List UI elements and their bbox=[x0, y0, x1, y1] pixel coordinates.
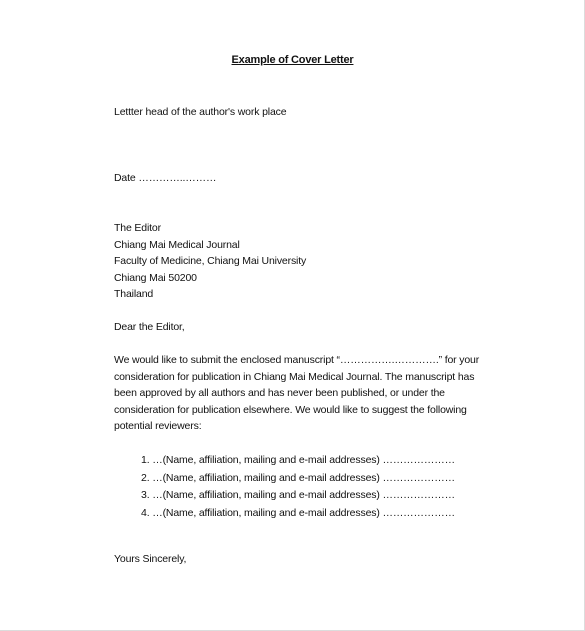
address-line: Faculty of Medicine, Chiang Mai University bbox=[114, 255, 307, 268]
body-line: consideration for publication elsewhere. We would like to suggest the following bbox=[114, 403, 467, 416]
date-line: Date …………..……… bbox=[114, 172, 217, 184]
closing-line: Yours Sincerely, bbox=[114, 553, 187, 565]
reviewer-item: 4. …(Name, affiliation, mailing and e-mail addresses) ………………… bbox=[141, 506, 455, 519]
body-line: potential reviewers: bbox=[114, 420, 202, 433]
reviewer-item: 3. …(Name, affiliation, mailing and e-mail addresses) ………………… bbox=[141, 489, 455, 501]
body-line: consideration for publication in Chiang Mai Medical Journal. The manuscript has bbox=[114, 370, 475, 383]
address-line: Thailand bbox=[114, 288, 154, 301]
reviewer-list bbox=[141, 452, 455, 522]
reviewer-item: 2. …(Name, affiliation, mailing and e-mail addresses) ………………… bbox=[141, 471, 455, 484]
reviewer-item: 1. …(Name, affiliation, mailing and e-mail addresses) ………………… bbox=[141, 454, 455, 466]
body-paragraph bbox=[114, 352, 479, 435]
address-line: Chiang Mai 50200 bbox=[114, 271, 197, 284]
document-title: Example of Cover Letter bbox=[231, 54, 354, 66]
body-line: We would like to submit the enclosed manuscript “…………….………….” for your bbox=[114, 354, 480, 366]
recipient-address bbox=[114, 220, 306, 303]
address-line: Chiang Mai Medical Journal bbox=[114, 238, 240, 251]
body-line: been approved by all authors and has never been published, or under the bbox=[114, 387, 445, 400]
greeting: Dear the Editor, bbox=[114, 321, 185, 333]
letterhead-line: Lettter head of the author's work place bbox=[114, 106, 287, 118]
address-line: The Editor bbox=[114, 222, 161, 234]
